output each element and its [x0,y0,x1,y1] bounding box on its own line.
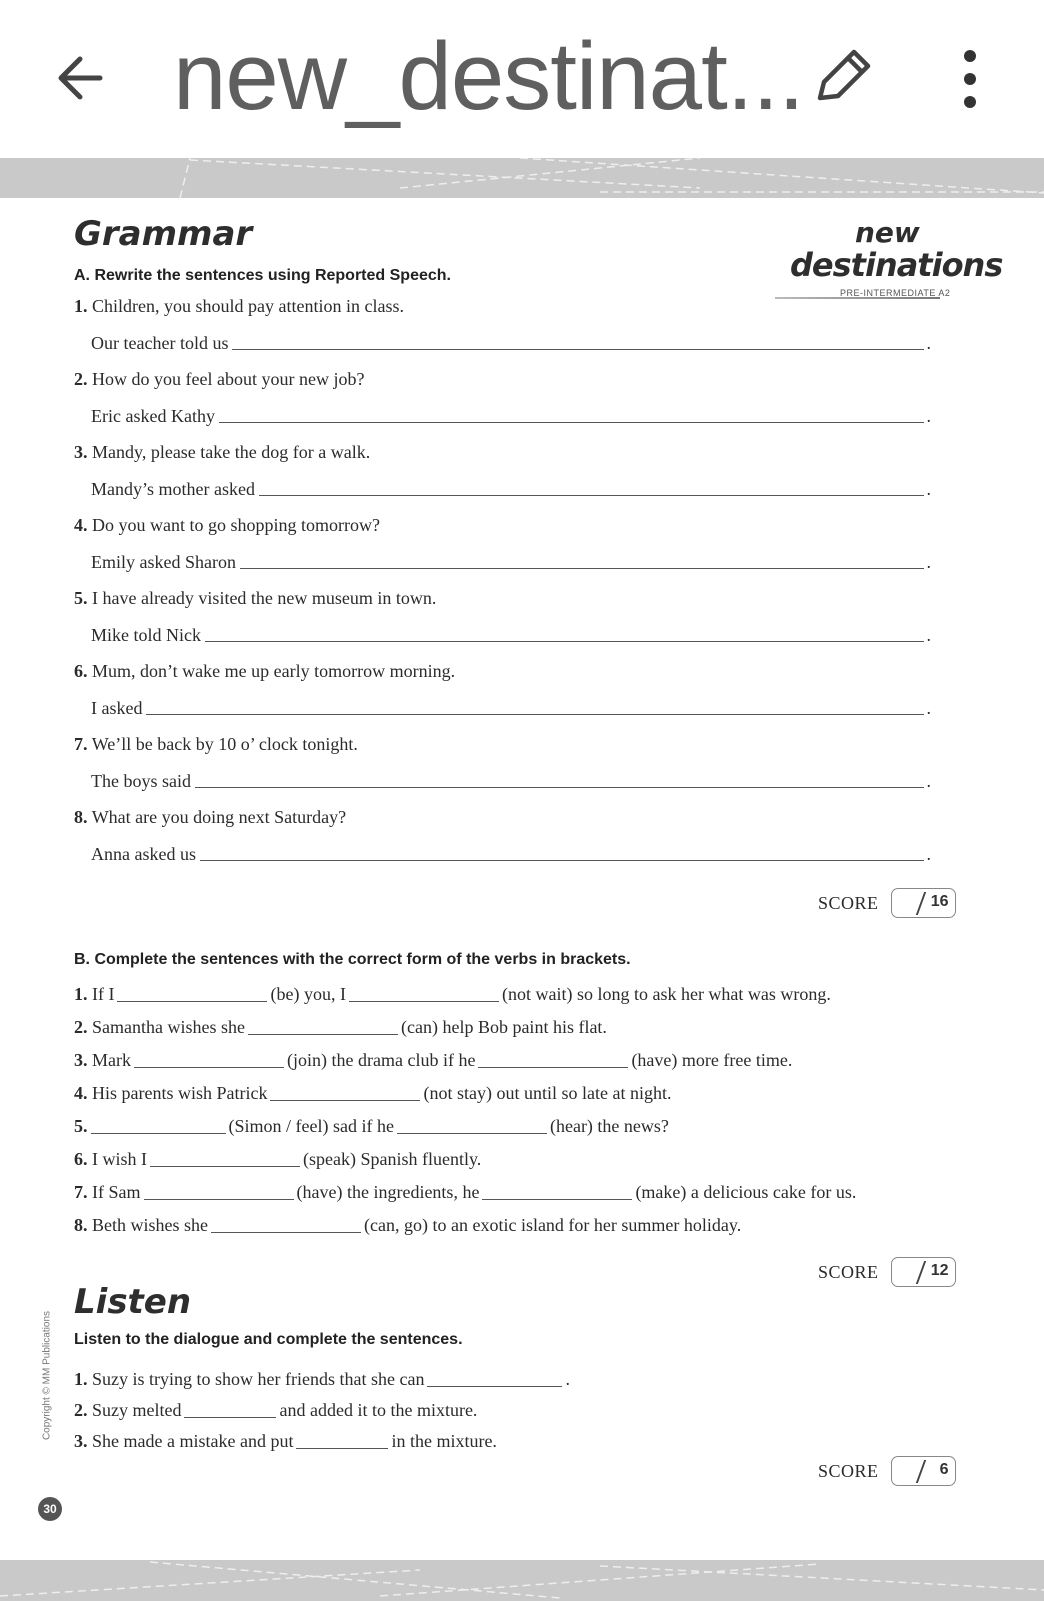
blank-input[interactable] [144,1181,294,1200]
part-a-answer-2[interactable]: Eric asked Kathy . [91,406,931,426]
app-bar [0,0,1044,158]
part-a-answer-8[interactable]: Anna asked us . [91,844,931,864]
score-box[interactable]: 6 [891,1456,956,1486]
section-title-grammar: Grammar [74,214,253,254]
logo-destinations: destinations [790,246,1003,284]
listen-score: SCORE 6 [818,1456,956,1486]
part-a-question-5: 5. I have already visited the new museum in town. [74,588,437,608]
logo-new: new [855,216,920,249]
blank-input[interactable] [270,1082,420,1101]
part-a-question-1: 1. Children, you should pay attention in class. [74,296,404,316]
blank-input[interactable] [91,1115,226,1134]
blank-input[interactable] [248,1016,398,1035]
blank-input[interactable] [117,983,267,1002]
logo-level: PRE-INTERMEDIATE A2 [840,288,951,298]
part-b-sentence-5: 5. (Simon / feel) sad if he (hear) the news? [74,1116,669,1136]
blank-input[interactable] [150,1148,300,1167]
part-b-sentence-8: 8. Beth wishes she (can, go) to an exotic island for her summer holiday. [74,1215,742,1235]
part-a-question-8: 8. What are you doing next Saturday? [74,807,347,827]
page-number: 30 [38,1497,62,1521]
document-title: new_destinat... [173,23,804,130]
footer-band [0,1560,1044,1601]
score-box[interactable]: 16 [891,888,956,918]
score-box[interactable]: 12 [891,1257,956,1287]
part-a-question-7: 7. We’ll be back by 10 o’ clock tonight. [74,734,358,754]
header-band [0,158,1044,198]
part-a-answer-7[interactable]: The boys said . [91,771,931,791]
part-a-answer-1[interactable]: Our teacher told us . [91,333,931,353]
part-a-answer-5[interactable]: Mike told Nick . [91,625,931,645]
blank-input[interactable] [134,1049,284,1068]
blank-input[interactable] [211,1214,361,1233]
part-a-answer-3[interactable]: Mandy’s mother asked . [91,479,931,499]
blank-input[interactable] [427,1368,562,1387]
section-title-listen: Listen [74,1282,192,1322]
part-a-question-3: 3. Mandy, please take the dog for a walk. [74,442,371,462]
blank-input[interactable] [478,1049,628,1068]
more-vertical-icon[interactable] [955,46,985,112]
blank-input[interactable] [296,1430,388,1449]
part-a-answer-4[interactable]: Emily asked Sharon . [91,552,931,572]
listen-sentence-2: 2. Suzy melted and added it to the mixture. [74,1400,478,1420]
blank-input[interactable] [184,1399,276,1418]
listen-sentence-1: 1. Suzy is trying to show her friends that she can . [74,1369,570,1389]
part-b-sentence-4: 4. His parents wish Patrick (not stay) out until so late at night. [74,1083,672,1103]
part-a-answer-6[interactable]: I asked . [91,698,931,718]
listen-sentence-3: 3. She made a mistake and put in the mixture. [74,1431,497,1451]
blank-input[interactable] [482,1181,632,1200]
part-b-sentence-2: 2. Samantha wishes she (can) help Bob paint his flat. [74,1017,607,1037]
copyright: Copyright © MM Publications [41,1310,53,1441]
part-a-score: SCORE 16 [818,888,956,918]
part-b-sentence-7: 7. If Sam (have) the ingredients, he (make) a delicious cake for us. [74,1182,857,1202]
listen-instruction: Listen to the dialogue and complete the sentences. [74,1331,463,1348]
pencil-icon[interactable] [806,42,876,112]
blank-input[interactable] [349,983,499,1002]
part-a-question-4: 4. Do you want to go shopping tomorrow? [74,515,380,535]
blank-input[interactable] [397,1115,547,1134]
part-a-instruction: A. Rewrite the sentences using Reported Speech. [74,267,451,284]
part-b-sentence-3: 3. Mark (join) the drama club if he (have) more free time. [74,1050,793,1070]
part-b-score: SCORE 12 [818,1257,956,1287]
part-a-question-6: 6. Mum, don’t wake me up early tomorrow morning. [74,661,456,681]
part-b-instruction: B. Complete the sentences with the correct form of the verbs in brackets. [74,951,631,968]
part-b-sentence-1: 1. If I (be) you, I (not wait) so long to ask her what was wrong. [74,984,831,1004]
arrow-left-icon[interactable] [50,45,116,111]
part-b-sentence-6: 6. I wish I (speak) Spanish fluently. [74,1149,482,1169]
part-a-question-2: 2. How do you feel about your new job? [74,369,365,389]
